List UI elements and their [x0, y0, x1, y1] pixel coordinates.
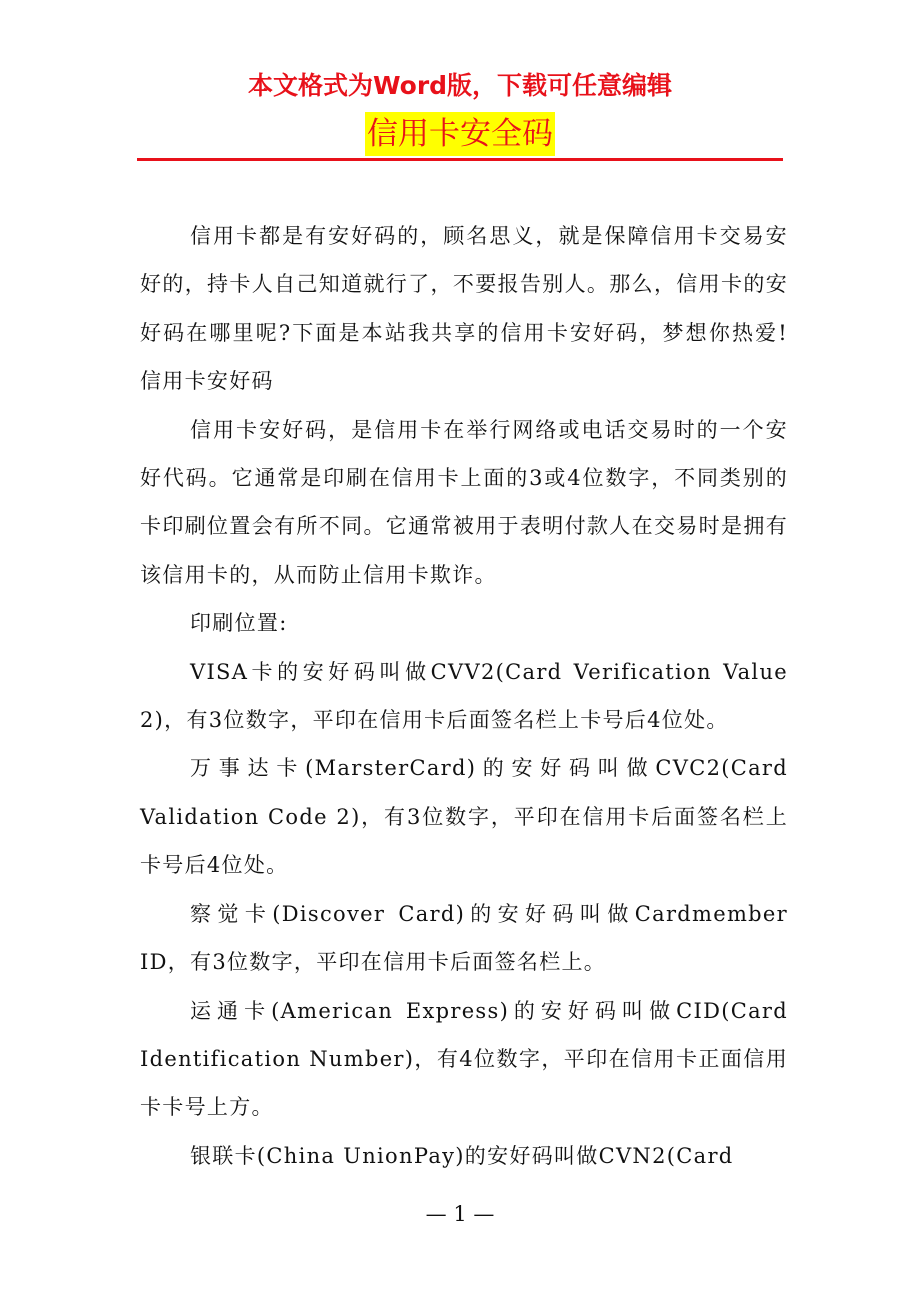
title-container [0, 112, 920, 156]
paragraph-unionpay: 银联卡(China UnionPay)的安好码叫做CVN2(Card [190, 1143, 734, 1168]
paragraph-print-location-heading: 印刷位置: [190, 611, 288, 636]
document-body [140, 212, 833, 1180]
paragraph-intro: 信用卡都是有安好码的，顾名思义，就是保障信用卡交易安好的，持卡人自己知道就行了，不要报告别人。那么，信用卡的安好码在哪里呢?下面是本站我共享的信用卡安好码，梦想你热爱! 信用卡安好码 [140, 224, 833, 394]
paragraph-discover: 察觉卡(Discover Card)的安好码叫做Cardmember ID，有3位数字，平印在信用卡后面签名栏上。 [140, 901, 788, 975]
document-title: 信用卡安全码 [365, 112, 555, 156]
paragraph-definition: 信用卡安好码，是信用卡在举行网络或电话交易时的一个安好代码。它通常是印刷在信用卡上面的3或4位数字，不同类别的卡印刷位置会有所不同。它通常被用于表明付款人在交易时是拥有该信用卡的，从而防止信用卡欺诈。 [140, 417, 788, 587]
paragraph-amex: 运通卡(American Express)的安好码叫做CID(Card Identification Number)，有4位数字，平印在信用卡正面信用卡卡号上方。 [140, 998, 788, 1120]
page-number: — 1 — [425, 1202, 495, 1226]
title-divider [137, 158, 783, 161]
format-notice: 本文格式为Word版，下载可任意编辑 [247, 71, 673, 100]
paragraph-visa: VISA卡的安好码叫做CVV2(Card Verification Value 2)，有3位数字，平印在信用卡后面签名栏上卡号后4位处。 [140, 659, 788, 733]
paragraph-mastercard: 万事达卡(MarsterCard)的安好码叫做CVC2(Card Validation Code 2)，有3位数字，平印在信用卡后面签名栏上卡号后4位处。 [140, 756, 788, 878]
